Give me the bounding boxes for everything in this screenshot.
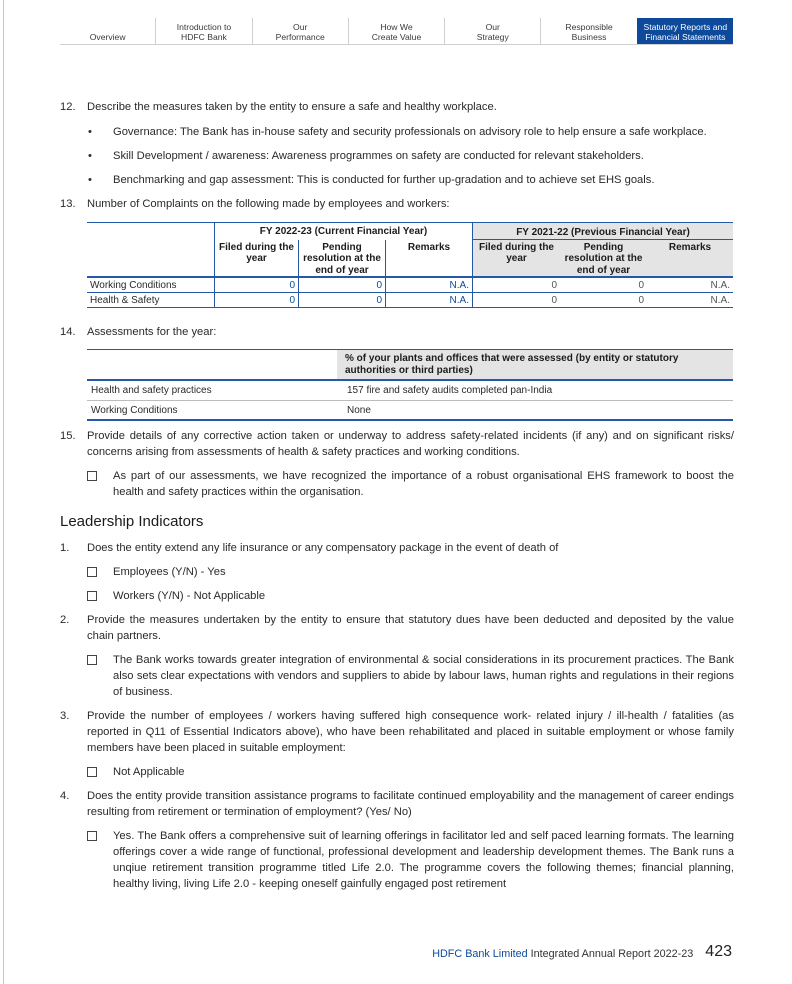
tab-label: Overview bbox=[89, 32, 126, 42]
question-14 bbox=[60, 324, 734, 340]
table-row bbox=[87, 293, 733, 308]
table-row bbox=[87, 401, 733, 421]
tab-label: Our Performance bbox=[275, 22, 325, 42]
tab-label: Our Strategy bbox=[476, 22, 509, 42]
item-text: As part of our assessments, we have recognized the importance of a robust organisational EHS framework to boost the health and safety practices within the organisation. bbox=[113, 470, 734, 498]
table-row bbox=[87, 278, 733, 293]
question-text: Number of Complaints on the following made by employees and workers: bbox=[87, 198, 450, 210]
row-label: Health & Safety bbox=[87, 293, 214, 308]
tab-label: Responsible Business bbox=[565, 22, 613, 42]
checkbox-item bbox=[86, 564, 734, 580]
question-text: Does the entity extend any life insurance or any compensatory package in the event of death of bbox=[87, 542, 559, 554]
footer-report-title: Integrated Annual Report 2022-23 bbox=[530, 948, 694, 960]
footer-brand: HDFC Bank Limited bbox=[432, 948, 528, 960]
col-header-filed: Filed during the year bbox=[214, 240, 299, 279]
bullet-icon: • bbox=[88, 126, 92, 138]
question-number: 14. bbox=[60, 326, 76, 338]
tab-label: How We Create Value bbox=[371, 22, 422, 42]
page-footer bbox=[432, 944, 732, 960]
cell-value: None bbox=[337, 401, 733, 421]
question-text: Does the entity provide transition assistance programs to facilitate continued employability and the management of career endings resulting from retirement or termination of employment? (Yes/ No) bbox=[87, 790, 734, 818]
cell-value: N.A. bbox=[386, 278, 473, 293]
tab-responsible-business[interactable] bbox=[540, 18, 636, 44]
leadership-question-3 bbox=[60, 708, 734, 756]
tab-strategy[interactable] bbox=[444, 18, 540, 44]
question-15 bbox=[60, 428, 734, 460]
bullet-text: Governance: The Bank has in-house safety and security professionals on advisory role to help ensure a safe workplace. bbox=[113, 126, 707, 138]
question-text: Provide the measures undertaken by the entity to ensure that statutory dues have been deducted and deposited by the value chain partners. bbox=[87, 614, 734, 642]
col-header-pending: Pending resolution at the end of year bbox=[299, 240, 386, 279]
cell-value: N.A. bbox=[647, 278, 733, 293]
checkbox-icon bbox=[87, 655, 97, 665]
row-label: Working Conditions bbox=[87, 401, 337, 421]
cell-value: N.A. bbox=[386, 293, 473, 308]
item-text: The Bank works towards greater integration of environmental & social considerations in its procurement practices. The Bank also sets clear expectations with vendors and suppliers to abide by labour laws, human rights and regulations in their regions of business. bbox=[113, 654, 734, 698]
checkbox-item bbox=[86, 652, 734, 700]
col-header-filed-prev: Filed during the year bbox=[473, 240, 560, 279]
question-13 bbox=[60, 196, 734, 212]
assessment-header: % of your plants and offices that were assessed (by entity or statutory authorities or third parties) bbox=[337, 349, 733, 381]
bullet-icon: • bbox=[88, 150, 92, 162]
cell-value: 157 fire and safety audits completed pan-India bbox=[337, 381, 733, 401]
assessments-table bbox=[87, 349, 733, 421]
col-header-remarks: Remarks bbox=[386, 240, 473, 279]
cell-value: 0 bbox=[560, 293, 647, 308]
tab-introduction[interactable] bbox=[155, 18, 251, 44]
question-text: Assessments for the year: bbox=[87, 326, 217, 338]
table-corner-cell bbox=[87, 349, 337, 381]
row-label: Health and safety practices bbox=[87, 381, 337, 401]
leadership-question-2 bbox=[60, 612, 734, 644]
cell-value: 0 bbox=[473, 293, 560, 308]
bullet-icon: • bbox=[88, 174, 92, 186]
bullet-item bbox=[86, 148, 734, 164]
col-header-remarks-prev: Remarks bbox=[647, 240, 733, 279]
question-number: 15. bbox=[60, 430, 76, 442]
leadership-question-4 bbox=[60, 788, 734, 820]
page-number: 423 bbox=[705, 943, 732, 960]
question-text: Provide details of any corrective action taken or underway to address safety-related incidents (if any) and on significant risks/ concerns arising from assessments of health & safety practices and working conditions. bbox=[87, 430, 734, 458]
question-number: 13. bbox=[60, 198, 76, 210]
col-header-pending-prev: Pending resolution at the end of year bbox=[560, 240, 647, 279]
row-label: Working Conditions bbox=[87, 278, 214, 293]
tab-label: Introduction to HDFC Bank bbox=[176, 22, 232, 42]
group-header-previous: FY 2021-22 (Previous Financial Year) bbox=[473, 222, 733, 240]
checkbox-item bbox=[86, 588, 734, 604]
tab-label: Statutory Reports and Financial Statements bbox=[643, 22, 728, 42]
table-corner-cell bbox=[87, 222, 214, 278]
page-edge-rule bbox=[3, 0, 4, 984]
cell-value: 0 bbox=[214, 278, 299, 293]
checkbox-item bbox=[86, 828, 734, 892]
group-header-current: FY 2022-23 (Current Financial Year) bbox=[214, 222, 473, 240]
section-heading: Leadership Indicators bbox=[60, 513, 204, 530]
checkbox-item bbox=[86, 764, 734, 780]
bullet-item bbox=[86, 172, 734, 188]
cell-value: 0 bbox=[299, 278, 386, 293]
tab-create-value[interactable] bbox=[348, 18, 444, 44]
question-number: 3. bbox=[60, 710, 70, 722]
question-number: 4. bbox=[60, 790, 70, 802]
table-row bbox=[87, 381, 733, 401]
tab-performance[interactable] bbox=[252, 18, 348, 44]
question-number: 12. bbox=[60, 101, 76, 113]
tab-overview[interactable] bbox=[60, 18, 155, 44]
checkbox-icon bbox=[87, 831, 97, 841]
bullet-item bbox=[86, 124, 734, 140]
leadership-question-1 bbox=[60, 540, 734, 556]
item-text: Yes. The Bank offers a comprehensive suit of learning offerings in facilitator led and self paced learning formats. The learning offerings cover a wide range of functional, professional development and leadership development themes. The Bank runs a unqiue retirement transition programme titled Life 2.0. The programme covers the following themes; financial planning, healthy living, living Life 2.0 - keeping oneself gainfully engaged post retirement bbox=[113, 830, 734, 890]
complaints-table bbox=[87, 222, 733, 308]
question-12 bbox=[60, 99, 734, 115]
cell-value: 0 bbox=[560, 278, 647, 293]
checkbox-icon bbox=[87, 471, 97, 481]
item-text: Not Applicable bbox=[113, 766, 185, 778]
cell-value: 0 bbox=[214, 293, 299, 308]
cell-value: N.A. bbox=[647, 293, 733, 308]
checkbox-item bbox=[86, 468, 734, 500]
question-text: Describe the measures taken by the entity to ensure a safe and healthy workplace. bbox=[87, 101, 497, 113]
question-number: 2. bbox=[60, 614, 70, 626]
bullet-text: Skill Development / awareness: Awareness programmes on safety are conducted for relevant stakeholders. bbox=[113, 150, 644, 162]
checkbox-icon bbox=[87, 767, 97, 777]
question-number: 1. bbox=[60, 542, 70, 554]
question-text: Provide the number of employees / workers having suffered high consequence work- related injury / ill-health / fatalities (as reported in Q11 of Essential Indicators above), who have been rehabilitated and placed in suitable employment or whose family members have been placed in suitable employment: bbox=[87, 710, 734, 754]
checkbox-icon bbox=[87, 591, 97, 601]
checkbox-icon bbox=[87, 567, 97, 577]
section-nav bbox=[60, 18, 733, 44]
nav-divider bbox=[60, 44, 733, 45]
tab-statutory-reports[interactable] bbox=[637, 18, 733, 44]
item-text: Employees (Y/N) - Yes bbox=[113, 566, 226, 578]
item-text: Workers (Y/N) - Not Applicable bbox=[113, 590, 266, 602]
cell-value: 0 bbox=[299, 293, 386, 308]
cell-value: 0 bbox=[473, 278, 560, 293]
bullet-text: Benchmarking and gap assessment: This is conducted for further up-gradation and to achieve set EHS goals. bbox=[113, 174, 655, 186]
